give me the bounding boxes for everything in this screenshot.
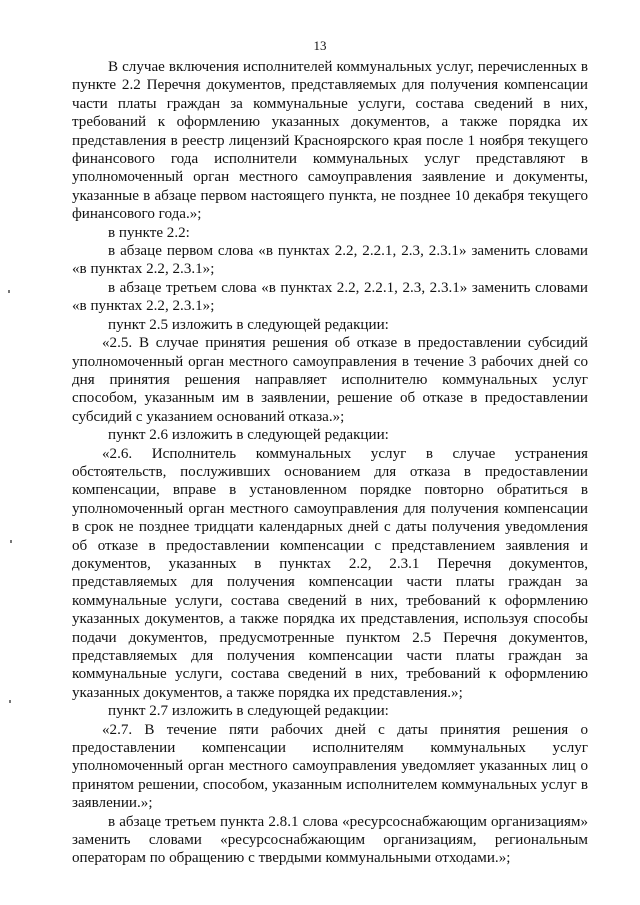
scan-mark: [8, 290, 10, 293]
paragraph-item-2-8-1: в абзаце третьем пункта 2.8.1 слова «ресурсоснабжающим организациям» заменить словами «ресурсоснабжающим организациям, региональным операторам по обращению с твердыми коммунальными отходами.»;: [72, 813, 588, 867]
scan-mark: [10, 540, 12, 543]
paragraph-item-2-7-text: «2.7. В течение пяти рабочих дней с даты принятия решения о предоставлении компенсации исполнителям коммунальных услуг уполномоченный орган местного самоуправления уведомляет указанных лиц о принятом решении, способом, указанным исполнителем коммунальных услуг в заявлении.»;: [72, 721, 588, 812]
paragraph-item-2-6-text: «2.6. Исполнитель коммунальных услуг в случае устранения обстоятельств, послуживших основанием для отказа в предоставлении компенсации, вправе в установленном порядке повторно обратиться в уполномоченный орган местного самоуправления для получения компенсации в срок не позднее тридцати календарных дней с даты получения уведомления об отказе в предоставлении компенсации с представлением заявления и документов, указанных в пунктах 2.2, 2.3.1 Перечня документов, представляемых для получения компенсации части платы граждан за коммунальные услуги, состава сведений в них, требований к оформлению указанных документов, а также порядка их представления, используя способы подачи документов, предусмотренные пунктом 2.5 Перечня документов, представляемых для получения компенсации части платы граждан за коммунальные услуги, состава сведений в них, требований к оформлению указанных документов, а также порядка их представления.»;: [72, 445, 588, 701]
scan-mark: [9, 700, 11, 703]
paragraph-item-2-2-first: в абзаце первом слова «в пунктах 2.2, 2.2.1, 2.3, 2.3.1» заменить словами «в пунктах 2.2, 2.3.1»;: [72, 243, 588, 278]
page-number: 13: [313, 38, 327, 53]
paragraph-inclusion-rules: В случае включения исполнителей коммунальных услуг, перечисленных в пункте 2.2 Перечня документов, представляемых для получения компенсации части платы граждан за коммунальные услуги, состава сведений в них, требований к оформлению указанных документов, а также порядка их представления в реестр лицензий Красноярского края после 1 ноября текущего финансового года исполнители коммунальных услуг представляют в уполномоченный орган местного самоуправления заявление и документы, указанные в абзаце первом настоящего пункта, не позднее 10 декабря текущего финансового года.»;: [72, 59, 588, 223]
paragraph-item-2-5-intro: пункт 2.5 изложить в следующей редакции:: [108, 316, 389, 333]
paragraph-item-2-6-intro: пункт 2.6 изложить в следующей редакции:: [108, 427, 389, 444]
paragraph-item-2-2-intro: в пункте 2.2:: [108, 224, 190, 241]
paragraph-item-2-5-text: «2.5. В случае принятия решения об отказе в предоставлении субсидий уполномоченный орган местного самоуправления в течение 3 рабочих дней со дня принятия решения направляет исполнителю коммунальных услуг способом, указанным им в заявлении, решение об отказе в предоставлении субсидий с указанием оснований отказа.»;: [72, 335, 588, 425]
document-body: [72, 58, 588, 868]
paragraph-item-2-2-third: в абзаце третьем слова «в пунктах 2.2, 2.2.1, 2.3, 2.3.1» заменить словами «в пунктах 2.2, 2.3.1»;: [72, 279, 588, 315]
paragraph-item-2-7-intro: пункт 2.7 изложить в следующей редакции:: [108, 703, 389, 720]
